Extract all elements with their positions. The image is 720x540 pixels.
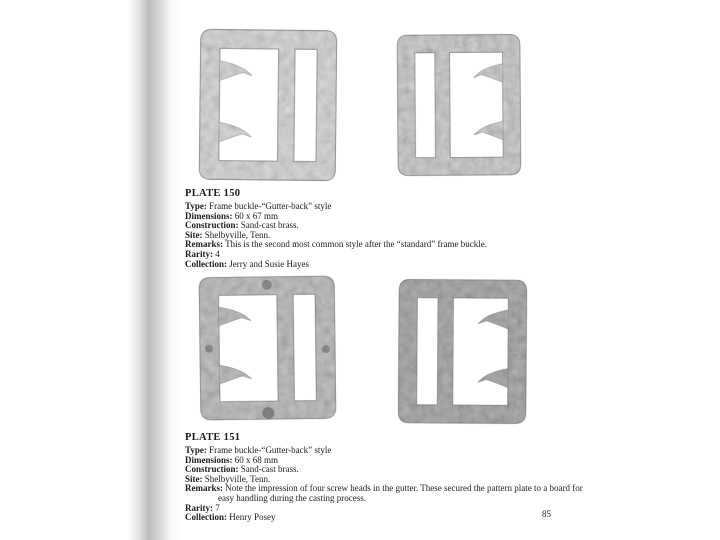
plate-150-caption xyxy=(185,188,587,269)
buckle-photo-plate151-left xyxy=(196,273,339,423)
plate-field-row xyxy=(185,240,587,250)
page-number: 85 xyxy=(542,509,551,519)
field-label: Type: xyxy=(185,201,207,211)
plate-title: PLATE 150 xyxy=(185,188,241,199)
plate-title: PLATE 151 xyxy=(185,432,241,443)
field-label: Collection: xyxy=(185,512,227,523)
buckle-photo-plate151-right xyxy=(395,277,529,427)
field-value: 60 x 67 mm xyxy=(232,210,279,221)
field-value: Jerry and Susie Hayes xyxy=(227,258,309,269)
field-label: Construction: xyxy=(185,464,239,475)
field-value: Henry Posey xyxy=(227,512,276,523)
field-label: Dimensions: xyxy=(185,210,233,221)
field-value: This is the second most common style after the “standard” frame buckle. xyxy=(223,239,488,250)
field-label: Type: xyxy=(185,445,207,455)
field-value: 4 xyxy=(213,248,220,259)
page-edge-shadow xyxy=(128,0,180,540)
field-value: Note the impression of four screw heads in the gutter. These secured the pattern plate to a board for easy handling during the casting process. xyxy=(218,483,583,503)
plate-field-row xyxy=(185,260,587,270)
field-value: Sand-cast brass. xyxy=(238,464,299,475)
field-label: Remarks: xyxy=(185,483,223,494)
field-label: Remarks: xyxy=(185,239,223,250)
field-label: Site: xyxy=(185,229,203,240)
field-label: Rarity: xyxy=(185,502,213,513)
field-label: Construction: xyxy=(185,220,239,231)
field-value: 7 xyxy=(213,502,220,513)
plate-151-caption xyxy=(185,432,587,523)
field-label: Site: xyxy=(185,473,203,484)
plate-151-fields xyxy=(185,446,587,523)
field-label: Rarity: xyxy=(185,248,213,259)
field-value: Shelbyville, Tenn. xyxy=(202,473,271,484)
plate-field-row xyxy=(185,484,587,503)
field-value: Frame buckle-“Gutter-back” style xyxy=(206,201,332,211)
field-value: Frame buckle-“Gutter-back” style xyxy=(206,445,332,455)
field-label: Collection: xyxy=(185,258,227,269)
buckle-photo-plate150-right xyxy=(394,32,523,179)
plate-150-fields xyxy=(185,202,587,269)
field-value: 60 x 68 mm xyxy=(232,454,279,465)
field-value: Sand-cast brass. xyxy=(238,220,299,231)
buckle-photo-plate150-left xyxy=(196,26,340,183)
field-label: Dimensions: xyxy=(185,454,233,465)
plate-field-row xyxy=(185,513,587,523)
field-value: Shelbyville, Tenn. xyxy=(202,229,271,240)
